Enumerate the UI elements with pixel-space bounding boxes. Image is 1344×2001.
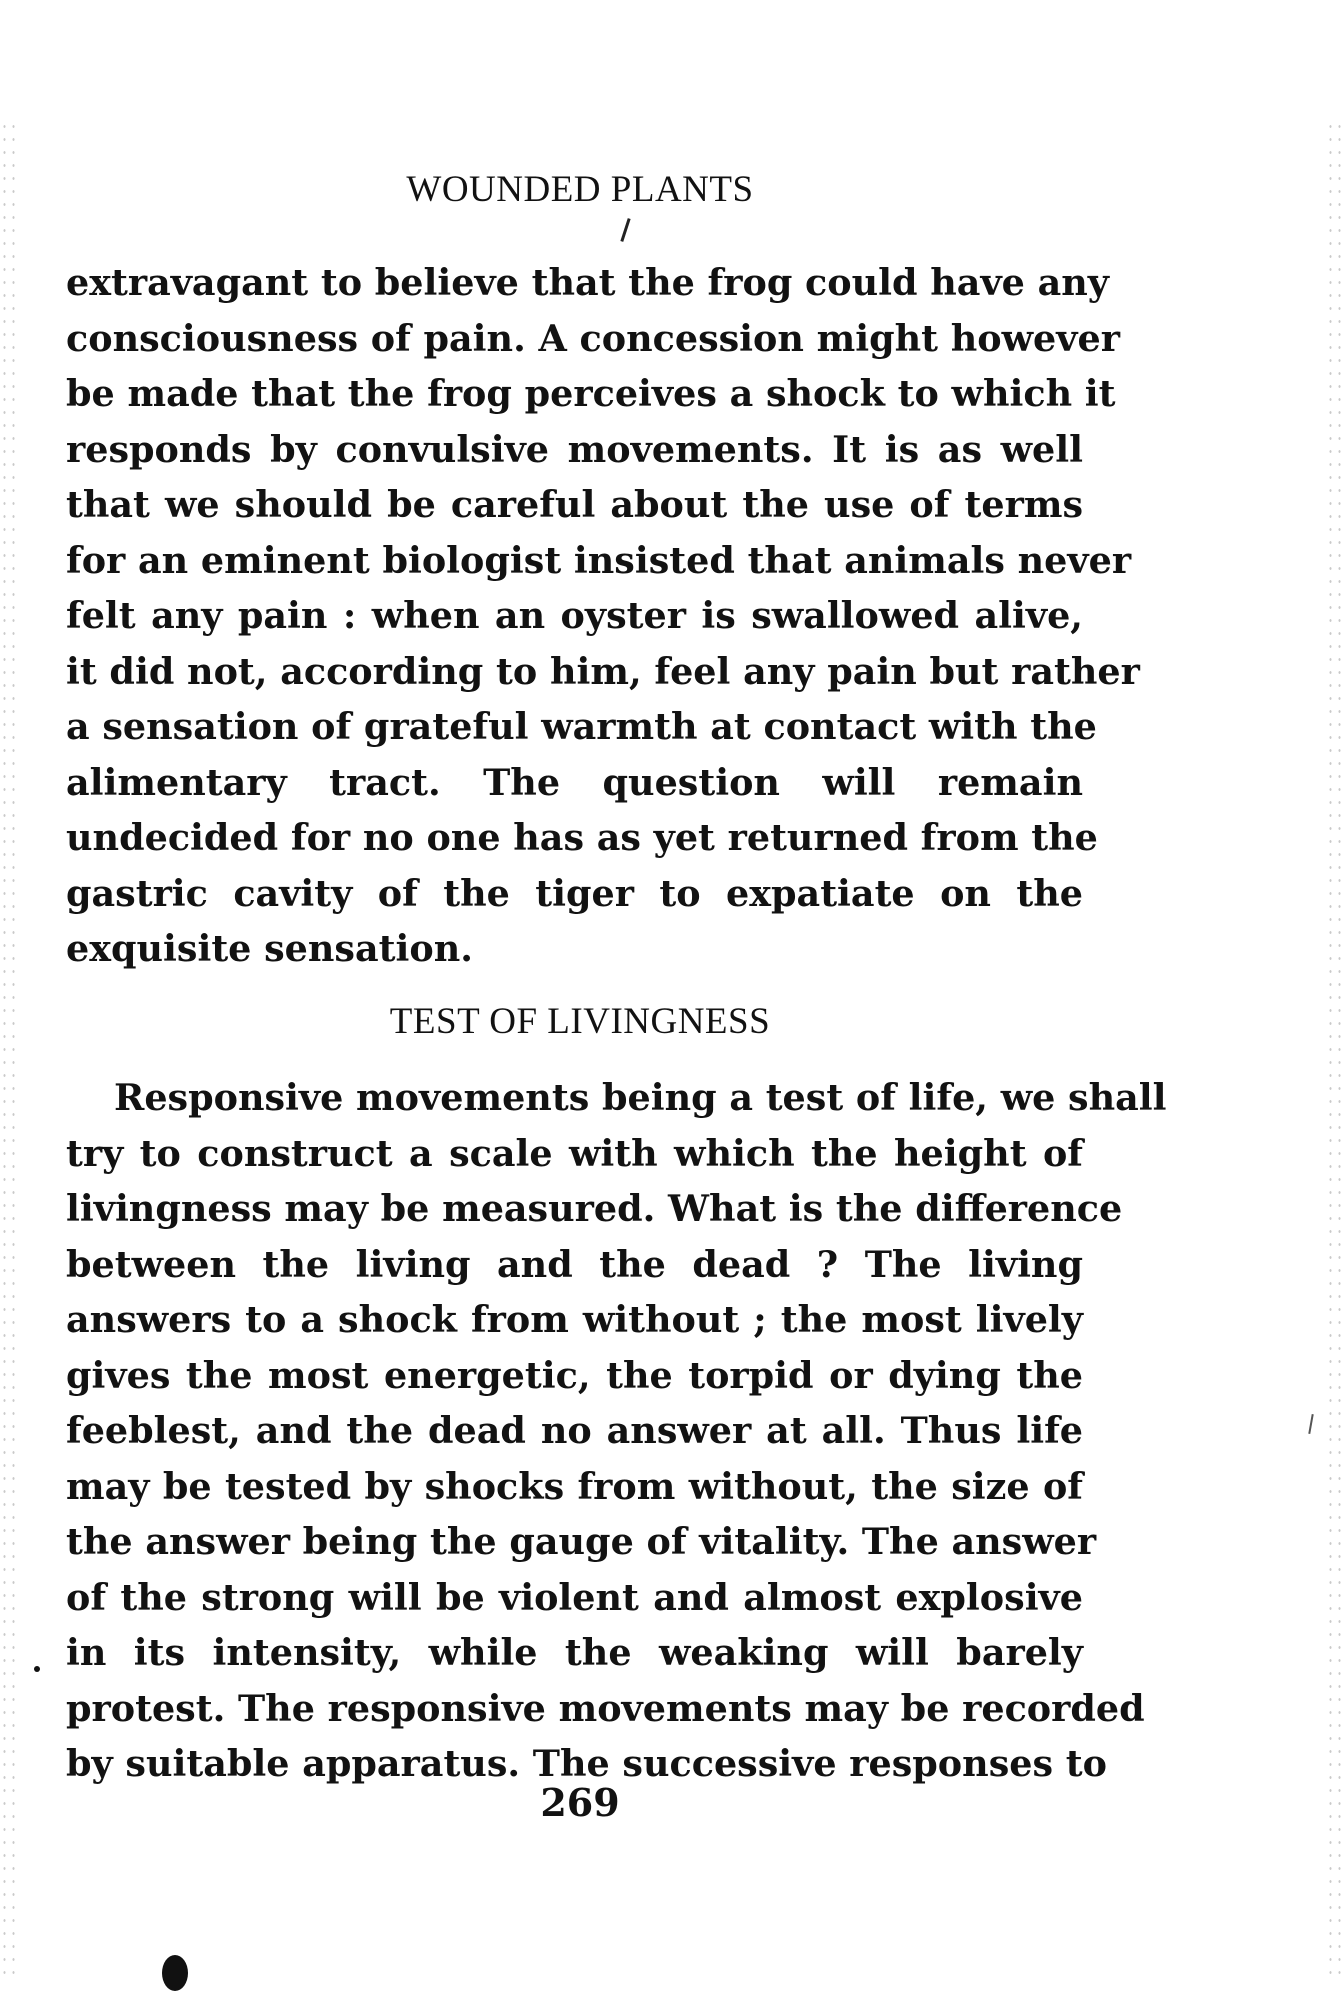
text-line: livingness may be measured. What is the difference xyxy=(66,1187,1123,1230)
text-line: gastric cavity of the tiger to expatiate on the xyxy=(66,871,1083,915)
text-line: a sensation of grateful warmth at contact with the xyxy=(66,705,1097,748)
running-head: WOUNDED PLANTS xyxy=(406,169,754,210)
text-line: felt any pain : when an oyster is swallowed alive, xyxy=(66,594,1083,637)
ink-mark xyxy=(1308,1414,1313,1434)
text-line: in its intensity, while the weaking will barely xyxy=(66,1631,1083,1674)
text-line: extravagant to believe that the frog could have any xyxy=(66,261,1109,304)
text-line: responds by convulsive movements. It is as well xyxy=(66,427,1083,471)
text-line: of the strong will be violent and almost explosive xyxy=(66,1575,1083,1619)
section-heading: TEST OF LIVINGNESS xyxy=(389,1001,771,1042)
text-line: consciousness of pain. A concession might however xyxy=(66,316,1120,360)
text-line: feeblest, and the dead no answer at all. Thus life xyxy=(66,1409,1083,1452)
text-line: between the living and the dead ? The living xyxy=(66,1242,1083,1286)
text-line: be made that the frog perceives a shock to which it xyxy=(66,372,1116,415)
text-line: may be tested by shocks from without, the size of xyxy=(66,1464,1083,1508)
right-edge-scan-noise xyxy=(1326,120,1344,1980)
text-line: for an eminent biologist insisted that animals never xyxy=(66,538,1132,582)
page-number: 269 xyxy=(540,1780,620,1825)
text-line: it did not, according to him, feel any pain but rather xyxy=(66,649,1140,693)
text-line: that we should be careful about the use of terms xyxy=(66,483,1083,526)
text-line: alimentary tract. The question will remain xyxy=(66,760,1083,804)
text-line: undecided for no one has as yet returned from the xyxy=(66,816,1098,859)
text-line: protest. The responsive movements may be recorded xyxy=(66,1686,1145,1730)
paragraph-1 xyxy=(66,255,1140,977)
ink-mark xyxy=(620,218,630,242)
text-line: exquisite sensation. xyxy=(66,927,473,970)
text-line: gives the most energetic, the torpid or dying the xyxy=(66,1353,1083,1397)
paragraph-2 xyxy=(66,1070,1167,1792)
text-line: by suitable apparatus. The successive responses to xyxy=(66,1742,1107,1785)
text-line: Responsive movements being a test of life, we shall xyxy=(114,1076,1167,1119)
text-line: the answer being the gauge of vitality. The answer xyxy=(66,1520,1097,1563)
ink-speck xyxy=(34,1666,40,1672)
text-line: answers to a shock from without ; the most lively xyxy=(66,1298,1083,1341)
ink-blot xyxy=(162,1955,188,1991)
left-edge-scan-noise xyxy=(0,120,18,1980)
text-line: try to construct a scale with which the height of xyxy=(66,1131,1083,1175)
